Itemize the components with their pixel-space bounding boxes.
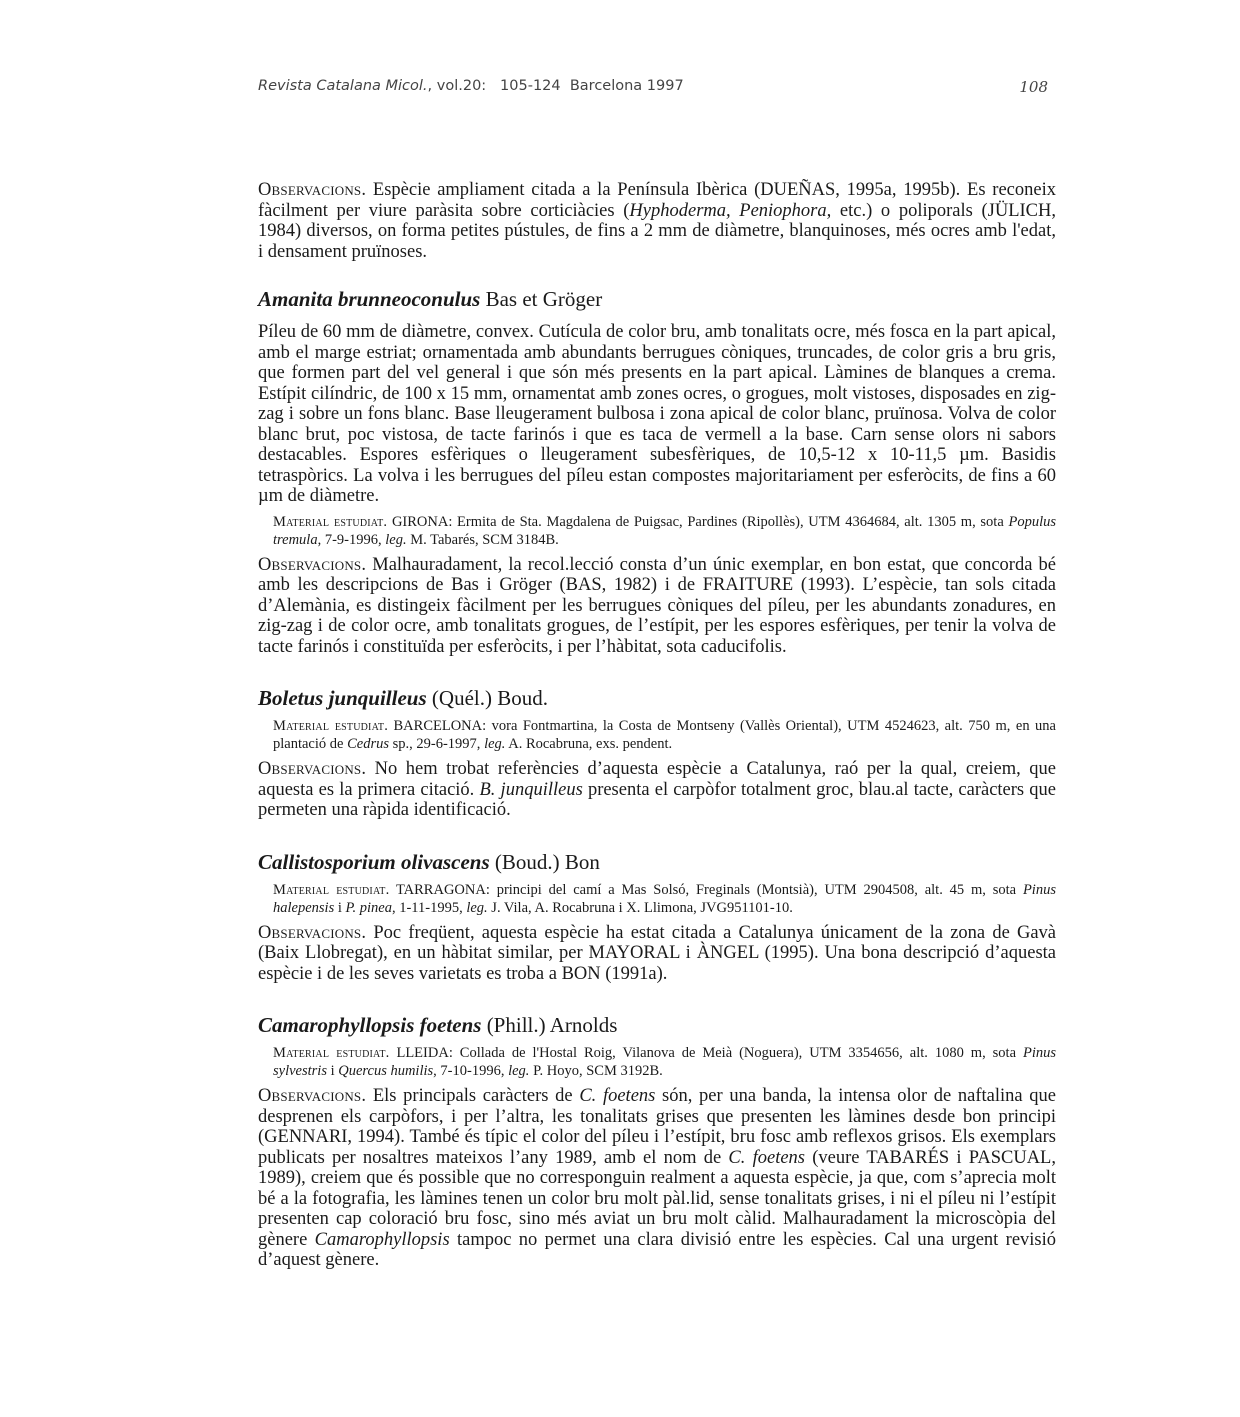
- material-label: Material estudiat.: [273, 881, 390, 898]
- observations-label: Observacions.: [258, 554, 367, 575]
- species-title: [258, 286, 1056, 312]
- article-body: [258, 180, 1056, 1271]
- material-studied: Material estudiat. LLEIDA: Collada de l'Hostal Roig, Vilanova de Meià (Noguera), UTM 3354656, alt. 1080 m, sota Pinus sylvestris i Quercus humilis, 7-10-1996, leg. P. Hoyo, SCM 3192B.: [273, 1045, 1056, 1079]
- material-label: Material estudiat.: [273, 1045, 390, 1061]
- material-studied: Material estudiat. BARCELONA: vora Fontmartina, la Costa de Montseny (Vallès Oriental), UTM 4524623, alt. 750 m, en una plantació de Cedrus sp., 29-6-1997, leg. A. Rocabruna, exs. pendent.: [273, 718, 1056, 752]
- species-author: (Phill.) Arnolds: [481, 1013, 618, 1037]
- material-label: Material estudiat.: [273, 718, 389, 734]
- species-name: Amanita brunneoconulus: [258, 287, 481, 311]
- observations-label: Observacions.: [258, 180, 367, 200]
- observations-label: Observacions.: [258, 759, 367, 779]
- material-studied: Material estudiat. GIRONA: Ermita de Sta. Magdalena de Puigsac, Pardines (Ripollès), UTM 4364684, alt. 1305 m, sota Populus tremula, 7-9-1996, leg. M. Tabarés, SCM 3184B.: [273, 513, 1056, 548]
- species-title: [258, 685, 1056, 711]
- species-title: [258, 849, 1056, 875]
- species-observations: Observacions. Poc freqüent, aquesta espècie ha estat citada a Catalunya únicament de la zona de Gavà (Baix Llobregat), en un hàbitat similar, per MAYORAL i ÀNGEL (1995). Una bona descripció d’aquesta espècie i de les seves varietats es troba a BON (1991a).: [258, 922, 1056, 984]
- species-title: [258, 1012, 1056, 1038]
- observations-label: Observacions.: [258, 1086, 367, 1106]
- observations-label: Observacions.: [258, 922, 367, 943]
- intro-observations: Observacions. Espècie ampliament citada a la Península Ibèrica (DUEÑAS, 1995a, 1995b). Es reconeix fàcilment per viure paràsita sobre corticiàcies (Hyphoderma, Peniophora, etc.) o poliporals (JÜLICH, 1984) diversos, on forma petites pústules, de fins a 2 mm de diàmetre, blanquinoses, més ocres amb l'edat, i densament pruïnoses.: [258, 180, 1056, 262]
- page-number: 108: [1019, 78, 1048, 96]
- species-author: Bas et Gröger: [480, 287, 603, 311]
- species-name: Camarophyllopsis foetens: [258, 1013, 482, 1037]
- species-observations: Observacions. No hem trobat referències d’aquesta espècie a Catalunya, raó per la qual, creiem, que aquesta es la primera citació. B. junquilleus presenta el carpòfor totalment groc, blau.al tacte, caràcters que permeten una ràpida identificació.: [258, 759, 1056, 820]
- journal-name: Revista Catalana Micol.: [258, 78, 428, 94]
- species-name: Callistosporium olivascens: [258, 849, 490, 874]
- running-header: [258, 78, 1048, 102]
- material-label: Material estudiat.: [273, 513, 388, 530]
- species-name: Boletus junquilleus: [258, 686, 427, 710]
- journal-place-year: Barcelona 1997: [569, 78, 684, 94]
- species-author: (Boud.) Bon: [489, 849, 600, 874]
- species-author: (Quél.) Boud.: [426, 686, 548, 710]
- material-studied: Material estudiat. TARRAGONA: principi del camí a Mas Solsó, Freginals (Montsià), UTM 2904508, alt. 45 m, sota Pinus halepensis i P. pinea, 1-11-1995, leg. J. Vila, A. Rocabruna i X. Llimona, JVG951101-10.: [273, 881, 1056, 916]
- journal-citation: Revista Catalana Micol., vol.20: 105-124 Barcelona 1997: [258, 78, 684, 94]
- species-observations: Observacions. Malhauradament, la recol.lecció consta d’un únic exemplar, en bon estat, que concorda bé amb les descripcions de Bas i Gröger (BAS, 1982) i de FRAITURE (1993). L’espècie, tan sols citada d’Alemània, es distingeix fàcilment per les berrugues còniques del píleu, per les abundants zonadures, en zig-zag i de color ocre, amb tonalitats grogues, de l’estípit, per les espores esfèriques, per tenir la volva de tacte farinós i constituïda per esferòcits, i per l’hàbitat, sota caducifolis.: [258, 554, 1056, 657]
- species-observations: Observacions. Els principals caràcters de C. foetens són, per una banda, la intensa olor de naftalina que desprenen els carpòfors, i per l’altra, les tonalitats grises que presenten les làmines desde bon principi (GENNARI, 1994). També és típic el color del píleu i l’estípit, bru fosc amb reflexos grisos. Els exemplars publicats per nosaltres mateixos l’any 1989, amb el nom de C. foetens (veure TABARÉS i PASCUAL, 1989), creiem que és possible que no corresponguin realment a aquesta espècie, ja que, com s’aprecia molt bé a la fotografia, les làmines tenen un color bru molt pàl.lid, sense tonalitats grises, i ni el píleu ni l’estípit presenten cap coloració bru fosc, sino més aviat un bru molt càlid. Malhauradament la microscòpia del gènere Camarophyllopsis tampoc no permet una clara divisió entre les espècies. Cal una urgent revisió d’aquest gènere.: [258, 1086, 1057, 1270]
- species-description: Píleu de 60 mm de diàmetre, convex. Cutícula de color bru, amb tonalitats ocre, més fosca en la part apical, amb el marge estriat; ornamentada amb abundants berrugues còniques, truncades, de color gris a bru gris, que formen part del vel general i que són més presents en la part apical. Làmines de blanques a crema. Estípit cilíndric, de 100 x 15 mm, ornamentat amb zones ocres, o grogues, molt vistoses, disposades en zig-zag i sobre un fons blanc. Base lleugerament bulbosa i zona apical de color blanc, pruïnosa. Volva de color blanc brut, poc vistosa, de tacte farinós i que es taca de vermell a la base. Carn sense olors ni sabors destacables. Espores esfèriques o lleugerament subesfèriques, de 10,5-12 x 10-11,5 µm. Basidis tetraspòrics. La volva i les berrugues del píleu estan compostes majoritariament per esferòcits, de fins a 60 µm de diàmetre.: [258, 322, 1056, 506]
- journal-pages: 105-124: [500, 78, 561, 94]
- journal-volume: vol.20:: [436, 78, 487, 94]
